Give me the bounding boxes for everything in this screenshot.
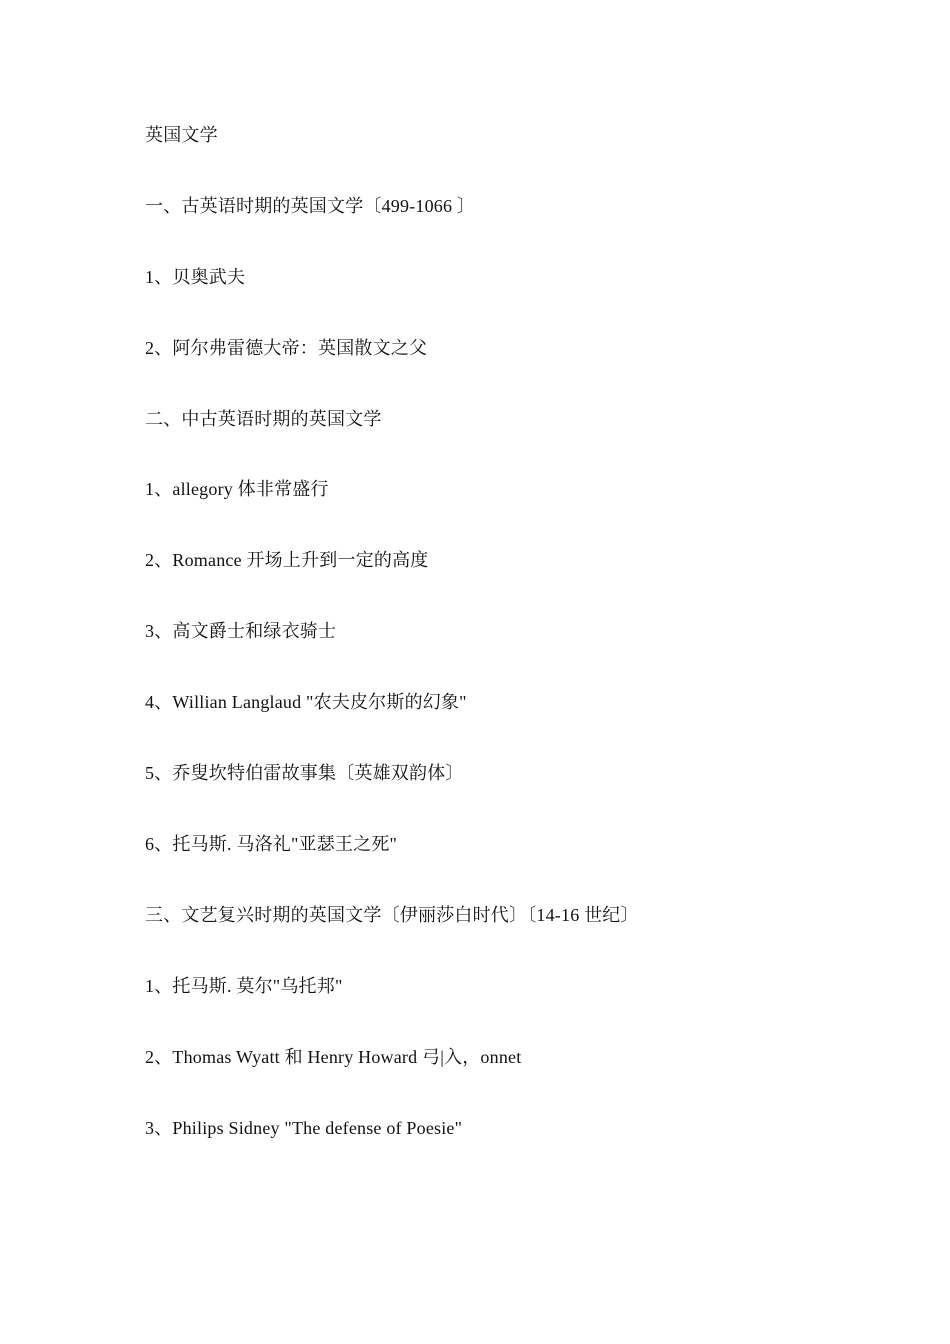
list-item: 2、Thomas Wyatt 和 Henry Howard 弓|入，onnet — [145, 1047, 522, 1067]
document-title: 英国文学 — [145, 125, 218, 145]
section-heading: 二、中古英语时期的英国文学 — [145, 409, 382, 429]
section-heading: 一、古英语时期的英国文学〔499-1066 〕 — [145, 196, 476, 216]
list-item: 1、贝奥武夫 — [145, 267, 246, 287]
list-item: 3、Philips Sidney "The defense of Poesie" — [145, 1118, 463, 1138]
list-item: 2、Romance 开场上升到一定的高度 — [145, 550, 429, 570]
section-heading: 三、文艺复兴时期的英国文学〔伊丽莎白时代〕〔14-16 世纪〕 — [145, 905, 639, 925]
list-item: 3、高文爵士和绿衣骑士 — [145, 621, 337, 641]
list-item: 1、托马斯. 莫尔"乌托邦" — [145, 976, 343, 996]
list-item: 2、阿尔弗雷德大帝：英国散文之父 — [145, 338, 428, 358]
list-item: 6、托马斯. 马洛礼"亚瑟王之死" — [145, 834, 398, 854]
list-item: 4、Willian Langlaud "农夫皮尔斯的幻象" — [145, 692, 467, 712]
list-item: 5、乔叟坎特伯雷故事集〔英雄双韵体〕 — [145, 763, 464, 783]
list-item: 1、allegory 体非常盛行 — [145, 479, 329, 499]
